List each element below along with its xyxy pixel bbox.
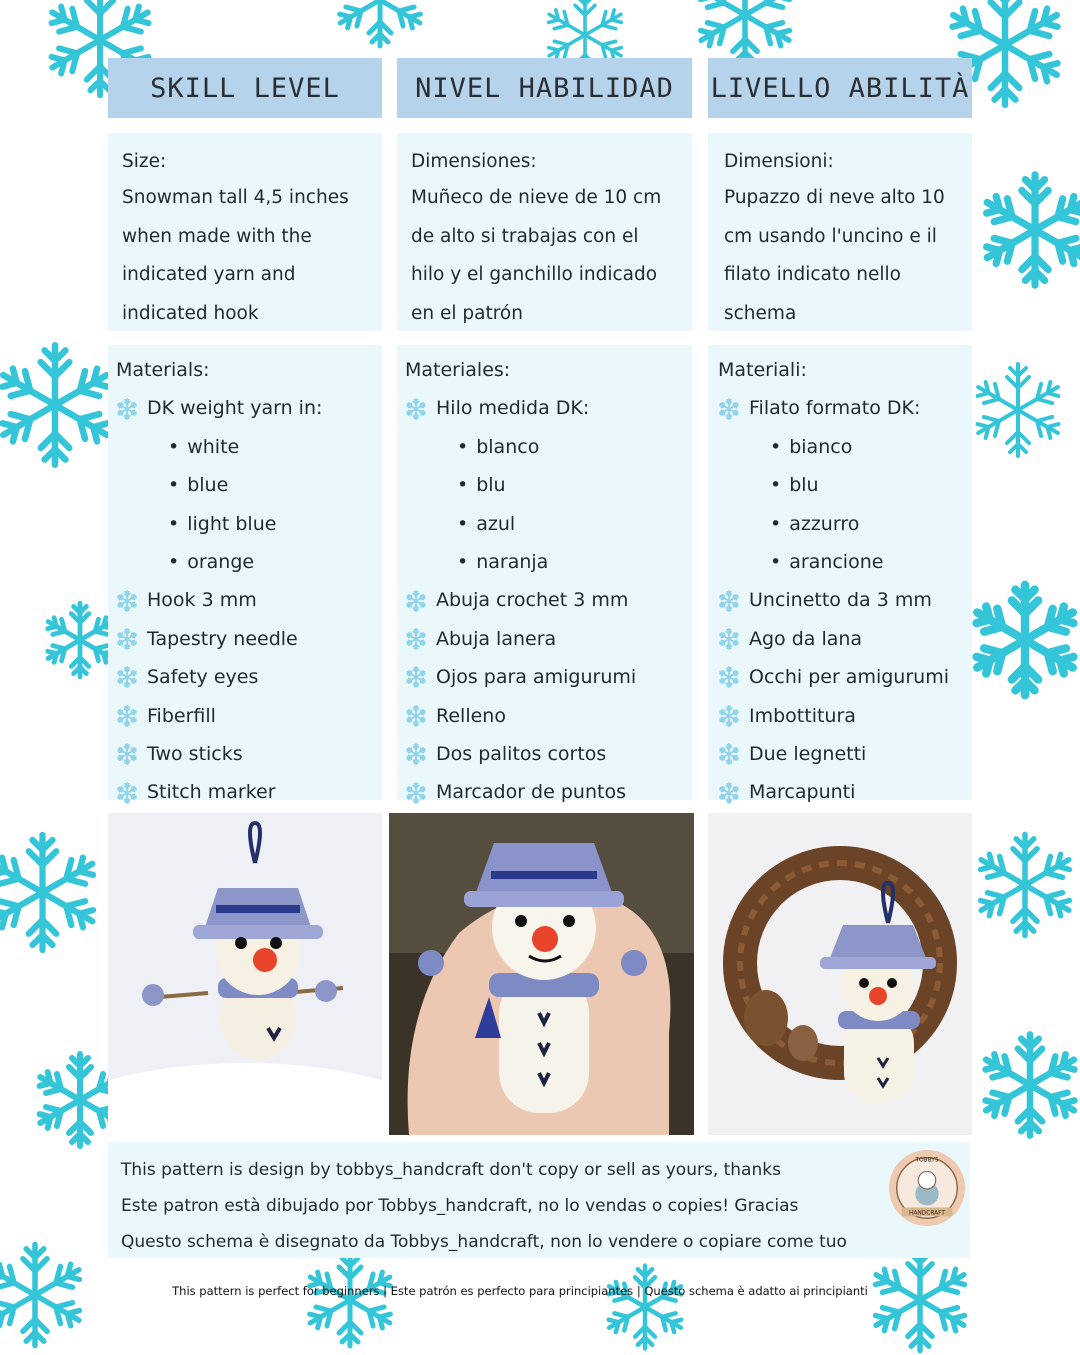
snowflake-bullet-icon: [405, 590, 427, 612]
snowflake-bullet-icon: [405, 743, 427, 765]
snowflake-bullet-icon: [116, 743, 138, 765]
materials-intro: Filato formato DK:: [749, 397, 921, 420]
list-item: [116, 581, 374, 619]
snowflake-icon: [0, 340, 120, 470]
snowflake-icon: [600, 1262, 690, 1352]
snowflake-bullet-icon: [405, 782, 427, 804]
list-item: [405, 697, 684, 735]
color-item: • azul: [405, 505, 684, 543]
snowflake-bullet-icon: [405, 705, 427, 727]
list-item: [718, 697, 964, 735]
list-item-label: Ago da lana: [749, 627, 863, 650]
color-item: • white: [116, 428, 374, 466]
color-item: • naranja: [405, 543, 684, 581]
list-item: [405, 620, 684, 658]
size-panel-es: [397, 133, 692, 331]
size-panel-it: [708, 133, 972, 331]
header-livello-abilita: LIVELLO ABILITÀ: [708, 58, 972, 118]
snowflake-icon: [0, 830, 105, 955]
header-skill-level: SKILL LEVEL: [108, 58, 382, 118]
list-item-label: Due legnetti: [749, 743, 867, 766]
list-item-label: Marcador de puntos: [436, 781, 626, 804]
snowflake-bullet-icon: [116, 590, 138, 612]
list-item-label: Tapestry needle: [147, 627, 298, 650]
list-item-label: Ojos para amigurumi: [436, 666, 637, 689]
copyright-footer: [108, 1142, 970, 1258]
snowflake-bullet-icon: [116, 782, 138, 804]
list-item: [116, 389, 374, 427]
snowflake-bullet-icon: [405, 666, 427, 688]
list-item-label: Abuja crochet 3 mm: [436, 589, 629, 612]
size-line: when made with the: [122, 225, 312, 247]
list-item: [718, 581, 964, 619]
materials-intro: Hilo medida DK:: [436, 397, 590, 420]
size-line: schema: [724, 302, 797, 324]
snowman-photo-hand: [389, 813, 694, 1135]
list-item: [718, 658, 964, 696]
list-item-label: Fiberfill: [147, 704, 216, 727]
size-panel-en: [108, 133, 382, 331]
size-line: cm usando l'uncino e il: [724, 225, 937, 247]
size-line: en el patrón: [411, 302, 523, 324]
size-label: Size:: [122, 151, 167, 172]
snowflake-icon: [975, 170, 1080, 290]
beginner-note: This pattern is perfect for beginners | Este patrón es perfecto para principiantes | Questo schema è adatto ai principianti: [172, 1284, 868, 1298]
color-item: • arancione: [718, 543, 964, 581]
materials-intro: DK weight yarn in:: [147, 397, 323, 420]
list-item: [116, 658, 374, 696]
list-item-label: Uncinetto da 3 mm: [749, 589, 932, 612]
snowflake-bullet-icon: [718, 666, 740, 688]
list-item: [405, 581, 684, 619]
snowman-photo-snow: [108, 813, 382, 1135]
color-item: • azzurro: [718, 505, 964, 543]
materials-panel-en: [108, 345, 382, 804]
list-item: [116, 773, 374, 811]
size-line: hilo y el ganchillo indicado: [411, 264, 658, 285]
list-item: [718, 773, 964, 811]
footer-line-en: This pattern is design by tobbys_handcraft don't copy or sell as yours, thanks: [121, 1160, 781, 1180]
list-item: [116, 620, 374, 658]
snowflake-bullet-icon: [405, 398, 427, 420]
materials-panel-it: [708, 345, 972, 804]
snowflake-icon: [300, 1250, 400, 1350]
color-item: • blu: [405, 466, 684, 504]
list-item-label: Two sticks: [147, 743, 243, 766]
footer-line-it: Questo schema è disegnato da Tobbys_handcraft, non lo vendere o copiare come tuo: [121, 1232, 847, 1252]
list-item: [116, 735, 374, 773]
color-item: • blue: [116, 466, 374, 504]
list-item-label: Abuja lanera: [436, 627, 557, 650]
list-item-label: Occhi per amigurumi: [749, 666, 949, 689]
snowflake-icon: [968, 360, 1068, 460]
list-item-label: Safety eyes: [147, 666, 259, 689]
footer-line-es: Este patron està dibujado por Tobbys_handcraft, no lo vendas o copies! Gracias: [121, 1196, 799, 1216]
snowflake-bullet-icon: [116, 628, 138, 650]
materials-label: Materiali:: [718, 359, 807, 381]
list-item-label: Dos palitos cortos: [436, 743, 607, 766]
size-line: indicated yarn and: [122, 264, 296, 285]
tobbys-handcraft-logo: [888, 1149, 966, 1227]
color-item: • orange: [116, 543, 374, 581]
list-item: [718, 735, 964, 773]
snowflake-bullet-icon: [718, 743, 740, 765]
snowflake-icon: [975, 1020, 1080, 1150]
snowflake-bullet-icon: [718, 628, 740, 650]
materials-panel-es: [397, 345, 692, 804]
list-item: [405, 735, 684, 773]
list-item: [405, 389, 684, 427]
materials-label: Materials:: [116, 359, 210, 381]
snowflake-bullet-icon: [718, 705, 740, 727]
snowflake-bullet-icon: [718, 590, 740, 612]
snowflake-bullet-icon: [116, 398, 138, 420]
list-item: [405, 773, 684, 811]
size-label: Dimensiones:: [411, 151, 537, 172]
header-nivel-habilidad: NIVEL HABILIDAD: [397, 58, 692, 118]
materials-label: Materiales:: [405, 359, 511, 381]
list-item-label: Stitch marker: [147, 781, 276, 804]
color-item: • bianco: [718, 428, 964, 466]
color-item: • light blue: [116, 505, 374, 543]
list-item-label: Relleno: [436, 704, 506, 727]
snowman-photo-wreath: [708, 813, 972, 1135]
color-item: • blanco: [405, 428, 684, 466]
snowflake-icon: [970, 815, 1080, 955]
snowflake-bullet-icon: [116, 666, 138, 688]
snowflake-icon: [860, 1245, 980, 1355]
list-item-label: Imbottitura: [749, 704, 856, 727]
color-item: • blu: [718, 466, 964, 504]
list-item: [718, 620, 964, 658]
snowflake-bullet-icon: [718, 398, 740, 420]
size-line: de alto si trabajas con el: [411, 225, 639, 247]
size-line: filato indicato nello: [724, 264, 901, 285]
size-line: Muñeco de nieve de 10 cm: [411, 187, 662, 208]
list-item: [116, 697, 374, 735]
logo-text-bottom: HANDCRAFT: [909, 1210, 945, 1217]
list-item-label: Hook 3 mm: [147, 589, 257, 612]
logo-text-top: TOBBYS: [915, 1157, 939, 1164]
snowflake-bullet-icon: [405, 628, 427, 650]
snowflake-bullet-icon: [718, 782, 740, 804]
size-label: Dimensioni:: [724, 151, 834, 172]
list-item: [405, 658, 684, 696]
size-line: Snowman tall 4,5 inches: [122, 187, 349, 208]
snowflake-bullet-icon: [116, 705, 138, 727]
snowflake-icon: [965, 570, 1080, 710]
size-line: Pupazzo di neve alto 10: [724, 187, 945, 208]
list-item-label: Marcapunti: [749, 781, 856, 804]
list-item: [718, 389, 964, 427]
size-line: indicated hook: [122, 302, 259, 324]
snowflake-icon: [330, 0, 430, 50]
